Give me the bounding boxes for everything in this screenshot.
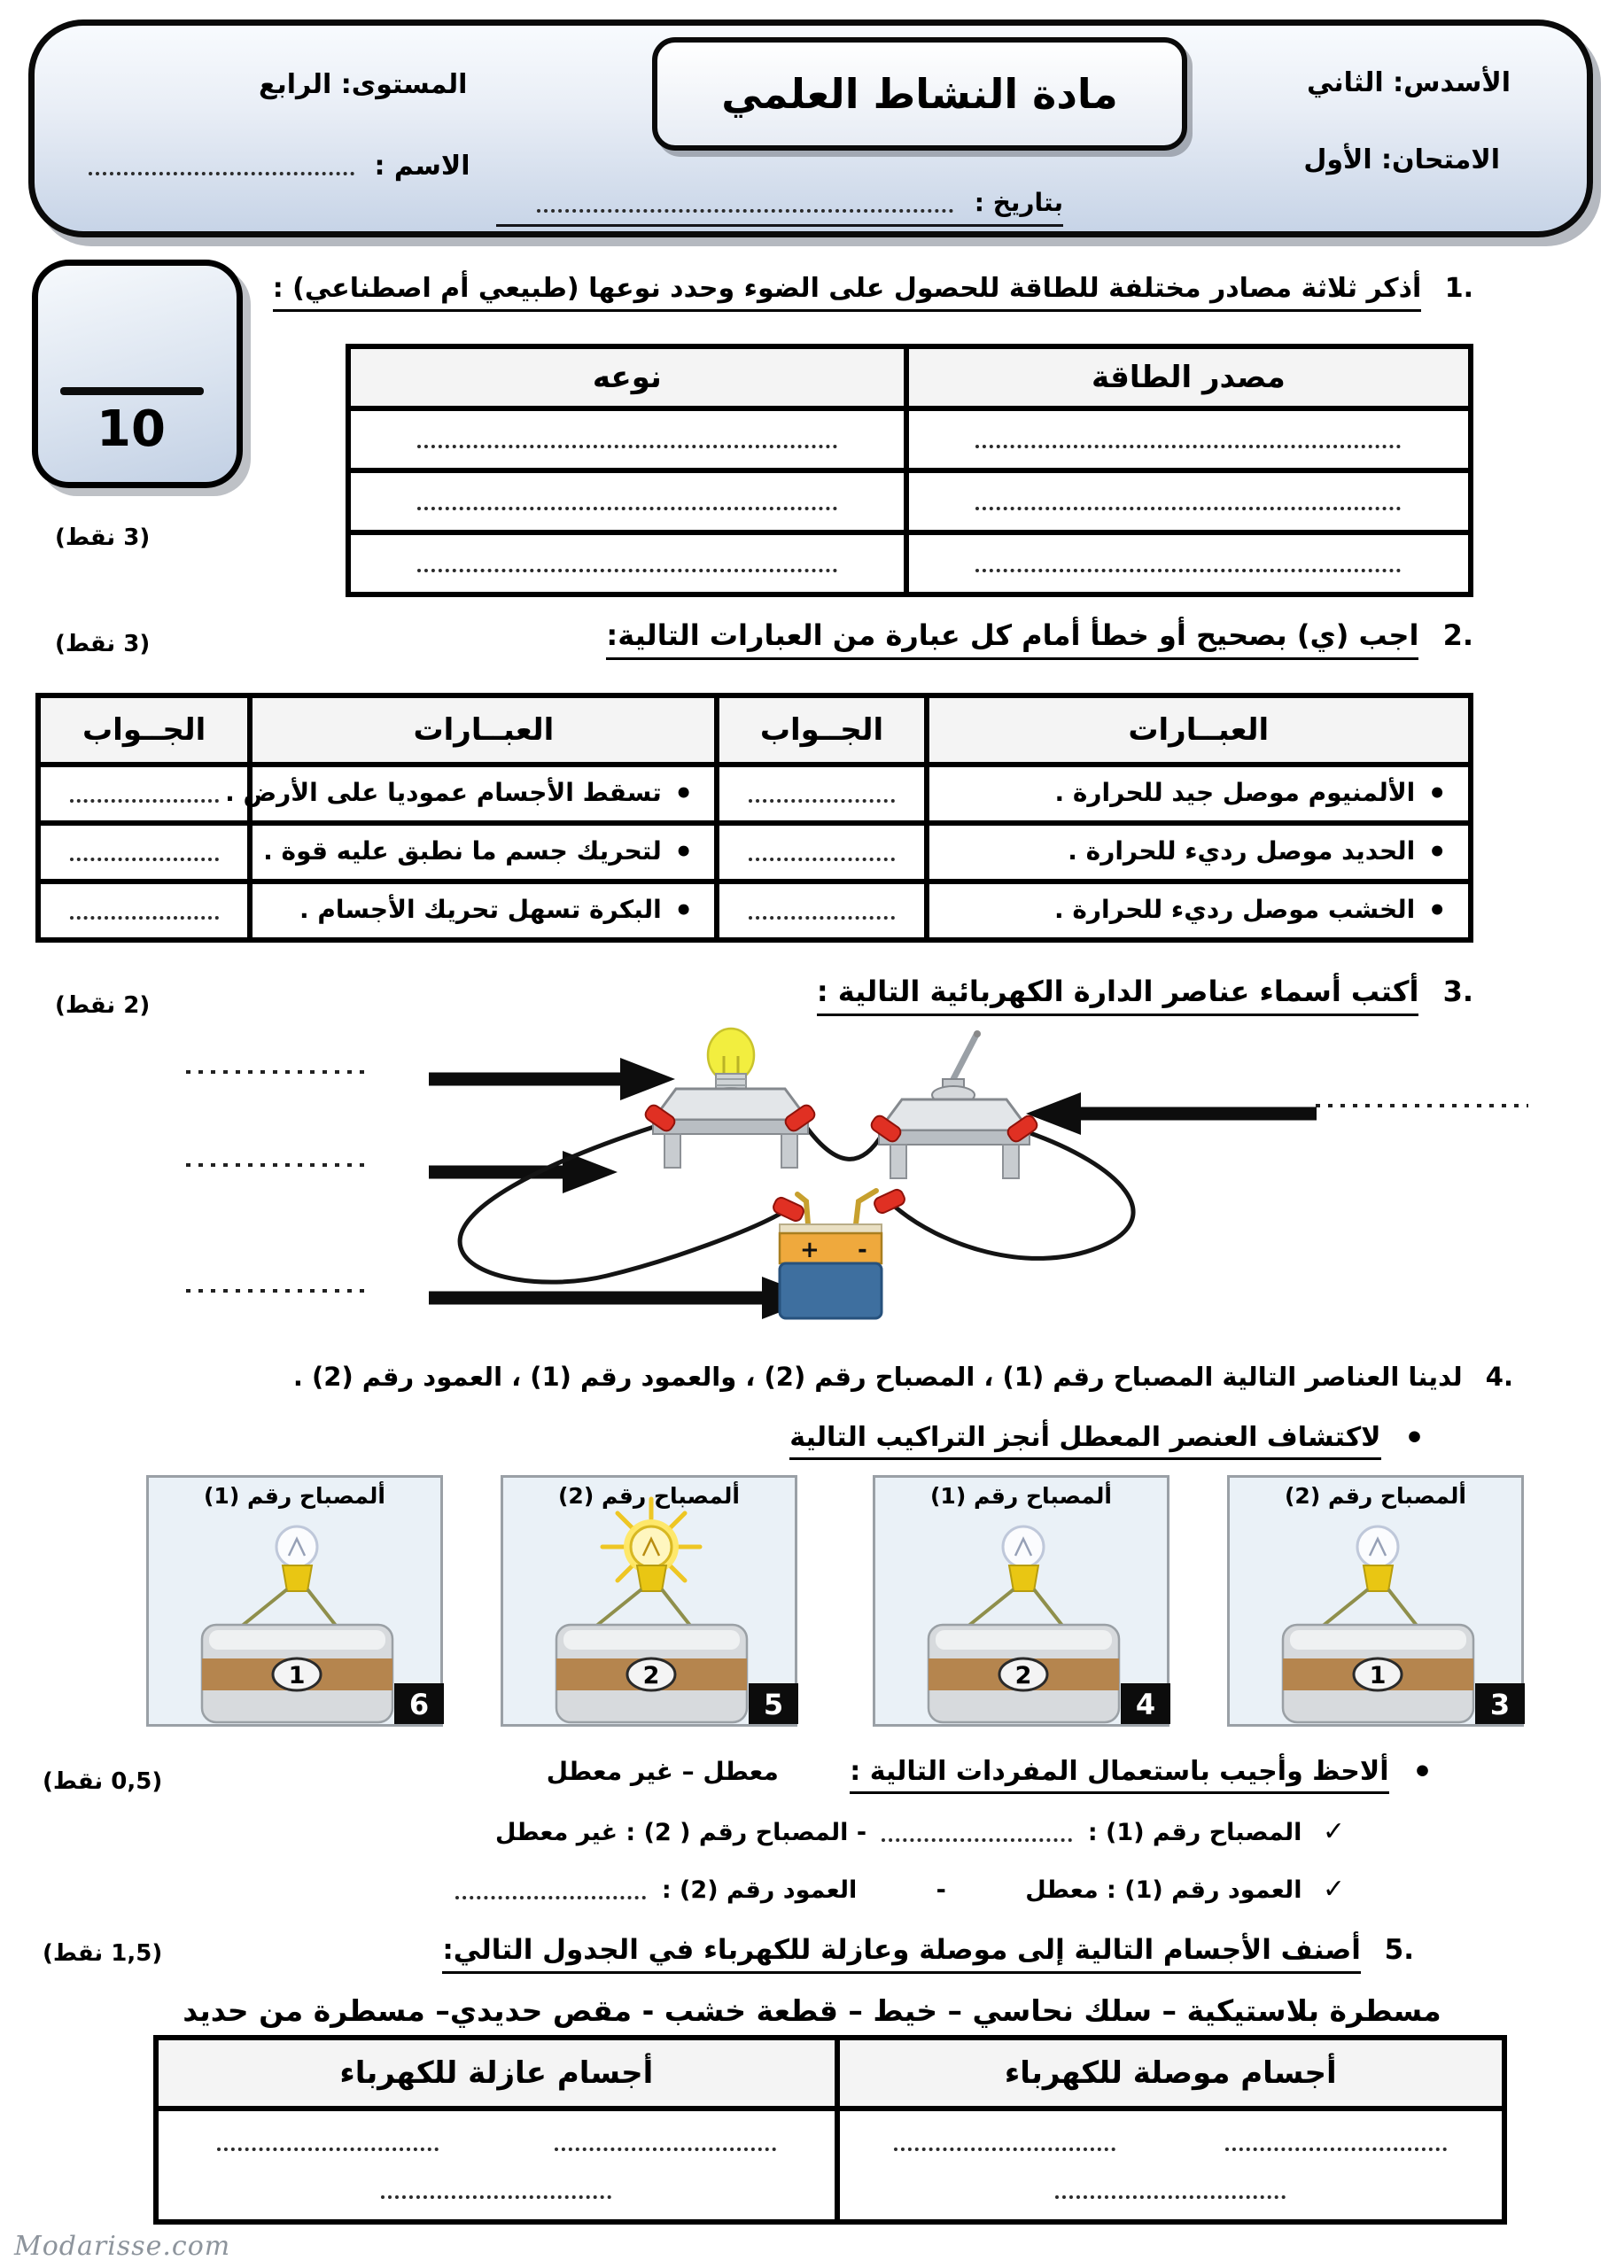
answer-blank [749, 844, 896, 861]
answer-blank [417, 493, 837, 510]
q1-table [346, 344, 1473, 597]
q4-bullet-discover: • لاكتشاف العنصر المعطل أنجز التراكيب التالية [789, 1420, 1425, 1456]
q4-check-line-1: ✓ المصباح رقم (1) : - المصباح رقم ( 2) : غير معطل [495, 1816, 1345, 1847]
q5-col-insulators: أجسام عازلة للكهرباء [156, 2038, 837, 2109]
q2-col-answer-left: الجــواب [38, 695, 250, 765]
q5-table [153, 2035, 1507, 2225]
answer-blank [894, 2134, 1115, 2151]
bulb-icon [276, 1526, 317, 1567]
q3-points: (2 نقط) [55, 992, 151, 1019]
q2-statement: •الخشب موصل رديء للحرارة . [927, 882, 1471, 940]
q1-answer-cell [906, 470, 1471, 532]
bulb-base [1364, 1565, 1393, 1591]
battery-terminal-right [856, 1191, 876, 1224]
panel-lamp-label: ألمصباح رقم (2) [557, 1483, 740, 1509]
answer-blank [749, 903, 896, 920]
q1-points: (3 نقط) [55, 524, 151, 551]
bulb-base [283, 1565, 312, 1591]
q5-items-list: مسطرة بلاستيكية – سلك نحاسي – خيط – قطعة خشب - مقص حديدي– مسطرة من حديد [183, 1993, 1441, 2028]
q2-statement: •تسقط الأجسام عموديا على الأرض . [250, 765, 717, 823]
bulb-icon [1357, 1526, 1398, 1567]
score-total: 10 [97, 400, 166, 458]
circuit-figure [53, 1028, 1577, 1333]
answer-blank [882, 1825, 1072, 1842]
circuit-panel-4 [873, 1475, 1169, 1727]
switch [879, 1030, 1030, 1178]
check-icon: ✓ [1322, 1874, 1345, 1905]
q2-answer-cell [717, 765, 926, 823]
q1-answer-cell [348, 470, 906, 532]
watermark: Modarisse.com [14, 2231, 231, 2262]
bulb-icon-lit [631, 1526, 672, 1567]
bullet-icon: • [1403, 1420, 1425, 1456]
name-line [89, 151, 470, 182]
bulb-icon [1003, 1526, 1044, 1567]
arrow-to-wire [429, 1151, 618, 1193]
answer-blank [555, 2134, 776, 2151]
battery-minus-sign: - [858, 1237, 867, 1263]
check-icon: ✓ [1322, 1816, 1345, 1847]
battery-number: 1 [288, 1662, 306, 1689]
answer-blank [417, 431, 837, 448]
answer-blank [217, 2134, 439, 2151]
q4-points: (0,5 نقط) [43, 1768, 163, 1795]
lamp-holder-plate [653, 1089, 808, 1120]
answer-blank [975, 493, 1401, 510]
switch-lever [953, 1035, 976, 1079]
panel-badge-number: 5 [763, 1688, 784, 1721]
arrow-to-battery [429, 1277, 817, 1319]
q1-answer-cell [348, 408, 906, 470]
q2-answer-cell [38, 823, 250, 882]
panel-lamp-label: ألمصباح رقم (1) [203, 1483, 385, 1509]
q1-answer-cell [906, 532, 1471, 594]
q1-col-type: نوعه [348, 346, 906, 408]
answer-blank [381, 2182, 611, 2199]
panel-lamp-label: ألمصباح رقم (1) [929, 1483, 1112, 1509]
q5-number: 5. [1384, 1934, 1414, 1966]
answer-blank [70, 903, 219, 920]
q2-statement: •الألمنيوم موصل جيد للحرارة . [927, 765, 1471, 823]
q5-insulators-cell [156, 2109, 837, 2222]
name-blank [89, 159, 354, 175]
answer-blank [1055, 2182, 1286, 2199]
name-label: الاسم : [374, 151, 470, 182]
q3-number: 3. [1442, 975, 1473, 1008]
panel-lamp-label: ألمصباح رقم (2) [1284, 1483, 1466, 1509]
q2-statement: •الحديد موصل رديء للحرارة . [927, 823, 1471, 882]
q4-number: 4. [1485, 1362, 1513, 1392]
q4-bullet-observe: • ألاحظ وأجيب باستعمال المفردات التالية : معطل – غير معطل [547, 1754, 1433, 1790]
date-label: بتاريخ : [974, 188, 1063, 217]
answer-blank [455, 1883, 646, 1899]
switch-holder-plate [879, 1099, 1030, 1130]
q2-number: 2. [1442, 618, 1473, 652]
date-line [496, 188, 1063, 227]
panel-badge-number: 4 [1135, 1688, 1156, 1721]
panel-badge-number: 6 [408, 1688, 430, 1721]
answer-blank [70, 844, 219, 861]
battery-number: 1 [1369, 1662, 1387, 1689]
q1-answer-cell [906, 408, 1471, 470]
arrow-to-lamp [429, 1058, 675, 1100]
battery-number: 2 [642, 1662, 660, 1689]
bullet-icon: • [1411, 1754, 1433, 1790]
q5-points: (1,5 نقط) [43, 1940, 163, 1967]
q4-check-line-2: ✓ العمود رقم (1) : معطل - العمود رقم (2) : [455, 1874, 1345, 1905]
bulb-base [1009, 1565, 1038, 1591]
circuit-panel-5 [501, 1475, 797, 1727]
score-divider [60, 387, 204, 395]
panel-drawing [503, 1515, 800, 1728]
circuit-panel-6 [146, 1475, 443, 1727]
q2-answer-cell [38, 882, 250, 940]
q1-col-source: مصدر الطاقة [906, 346, 1471, 408]
page-title: مادة النشاط العلمي [721, 70, 1118, 118]
q2-points: (3 نقط) [55, 631, 151, 657]
answer-blank [1225, 2134, 1447, 2151]
q2-table [35, 693, 1473, 943]
panel-badge-number: 3 [1489, 1688, 1511, 1721]
bulb-base [637, 1565, 666, 1591]
q2-col-statements-right: العبــارات [927, 695, 1471, 765]
vocab-options: معطل – غير معطل [546, 1757, 779, 1786]
battery-number: 2 [1014, 1662, 1032, 1689]
panel-drawing [875, 1515, 1172, 1728]
q3-title: 3. أكتب أسماء عناصر الدارة الكهربائية التالية : [817, 975, 1473, 1008]
wire-middle [806, 1127, 882, 1159]
exam-label: الامتحان: الأول [1303, 144, 1500, 175]
q2-col-statements-left: العبــارات [250, 695, 717, 765]
q5-col-conductors: أجسام موصلة للكهرباء [837, 2038, 1504, 2109]
circuit-panel-3 [1227, 1475, 1524, 1727]
level-label: المستوى: الرابع [259, 69, 468, 100]
answer-blank [417, 555, 837, 572]
answer-blank [749, 786, 896, 803]
q5-conductors-cell [837, 2109, 1504, 2222]
semester-label: الأسدس: الثاني [1307, 67, 1511, 98]
q4-title: 4. لدينا العناصر التالية المصباح رقم (1) ، المصباح رقم (2) ، والعمود رقم (1) ، العمود رقم (2) . [292, 1362, 1513, 1392]
q2-answer-cell [717, 882, 926, 940]
battery-body [780, 1263, 882, 1318]
lamp [653, 1029, 808, 1168]
q2-col-answer-right: الجــواب [717, 695, 926, 765]
q1-title: 1. أذكر ثلاثة مصادر مختلفة للطاقة للحصول على الضوء وحدد نوعها (طبيعي أم اصطناعي) : [273, 273, 1473, 304]
battery-plus-sign: + [800, 1237, 820, 1263]
answer-blank [975, 431, 1401, 448]
q1-answer-cell [348, 532, 906, 594]
q2-title: 2. اجب (ي) بصحيح أو خطأ أمام كل عبارة من العبارات التالية: [606, 618, 1473, 652]
q2-statement: •لتحريك جسم ما نطبق عليه قوة . [250, 823, 717, 882]
q2-statement: •البكرة تسهل تحريك الأجسام . [250, 882, 717, 940]
wire-left-loop [460, 1127, 783, 1282]
q1-number: 1. [1444, 273, 1473, 304]
date-blank [537, 196, 953, 213]
arrow-to-switch [1026, 1092, 1317, 1135]
q5-title: 5. أصنف الأجسام التالية إلى موصلة وعازلة للكهرباء في الجدول التالي: [442, 1934, 1414, 1966]
q2-answer-cell [38, 765, 250, 823]
q2-answer-cell [717, 823, 926, 882]
answer-blank [70, 786, 219, 803]
title-box [652, 37, 1187, 151]
answer-blank [975, 555, 1401, 572]
panel-drawing [1230, 1515, 1527, 1728]
panel-drawing [149, 1515, 446, 1728]
